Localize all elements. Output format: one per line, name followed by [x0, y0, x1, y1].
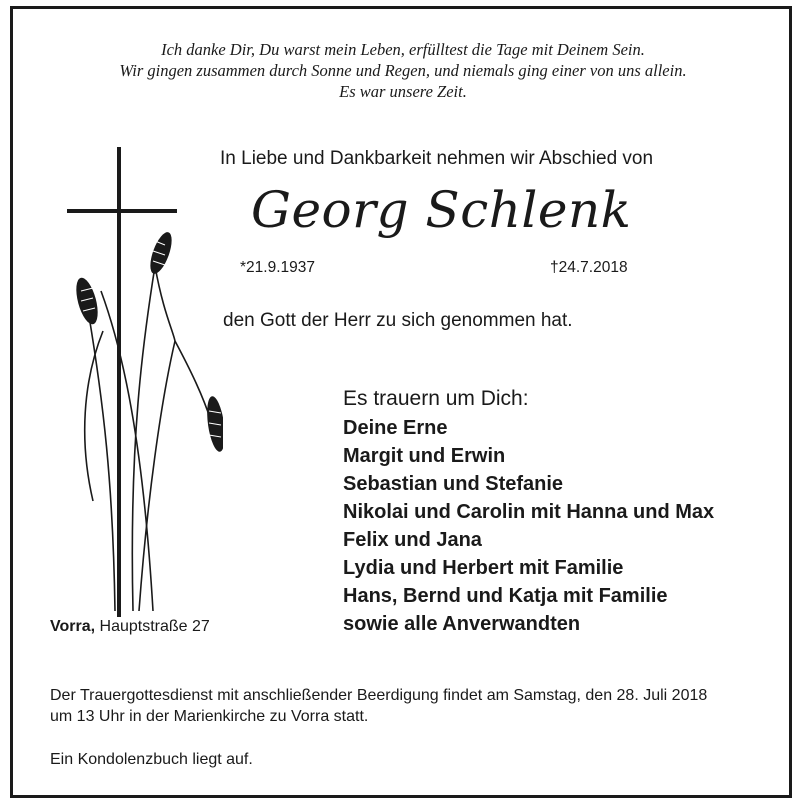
mourner: Nikolai und Carolin mit Hanna und Max [343, 501, 715, 523]
god-line: den Gott der Herr zu sich genommen hat. [223, 310, 573, 331]
birth-date: *21.9.1937 [240, 259, 315, 276]
mourners-heading: Es trauern um Dich: [343, 387, 529, 410]
motto-line: Ich danke Dir, Du warst mein Leben, erfülltest die Tage mit Deinem Sein. [161, 40, 645, 59]
address [50, 618, 210, 636]
mourner: Sebastian und Stefanie [343, 473, 564, 495]
address-street: Hauptstraße 27 [99, 618, 210, 635]
motto [53, 39, 753, 102]
mourners-list [343, 414, 714, 638]
motto-line: Wir gingen zusammen durch Sonne und Regen, und niemals ging einer von uns allein. [119, 61, 687, 80]
deceased-name: Georg Schlenk [251, 181, 632, 239]
mourner: sowie alle Anverwandten [343, 613, 581, 635]
mourner: Lydia und Herbert mit Familie [343, 557, 624, 579]
cross-with-wheat-icon [43, 141, 223, 631]
death-date: †24.7.2018 [550, 259, 628, 276]
intro-text: In Liebe und Dankbarkeit nehmen wir Abschied von [220, 148, 654, 169]
address-town: Vorra, [50, 618, 96, 635]
obituary-frame [10, 6, 792, 798]
service-info [50, 685, 770, 727]
motto-line: Es war unsere Zeit. [339, 82, 467, 101]
service-line: Der Trauergottesdienst mit anschließender Beerdigung findet am Samstag, den 28. Juli 2018 [50, 687, 708, 704]
mourner: Felix und Jana [343, 529, 482, 551]
mourner: Deine Erne [343, 417, 448, 439]
mourner: Margit und Erwin [343, 445, 506, 467]
mourner: Hans, Bernd und Katja mit Familie [343, 585, 668, 607]
service-line: um 13 Uhr in der Marienkirche zu Vorra statt. [50, 708, 369, 725]
condolence-note: Ein Kondolenzbuch liegt auf. [50, 751, 253, 768]
